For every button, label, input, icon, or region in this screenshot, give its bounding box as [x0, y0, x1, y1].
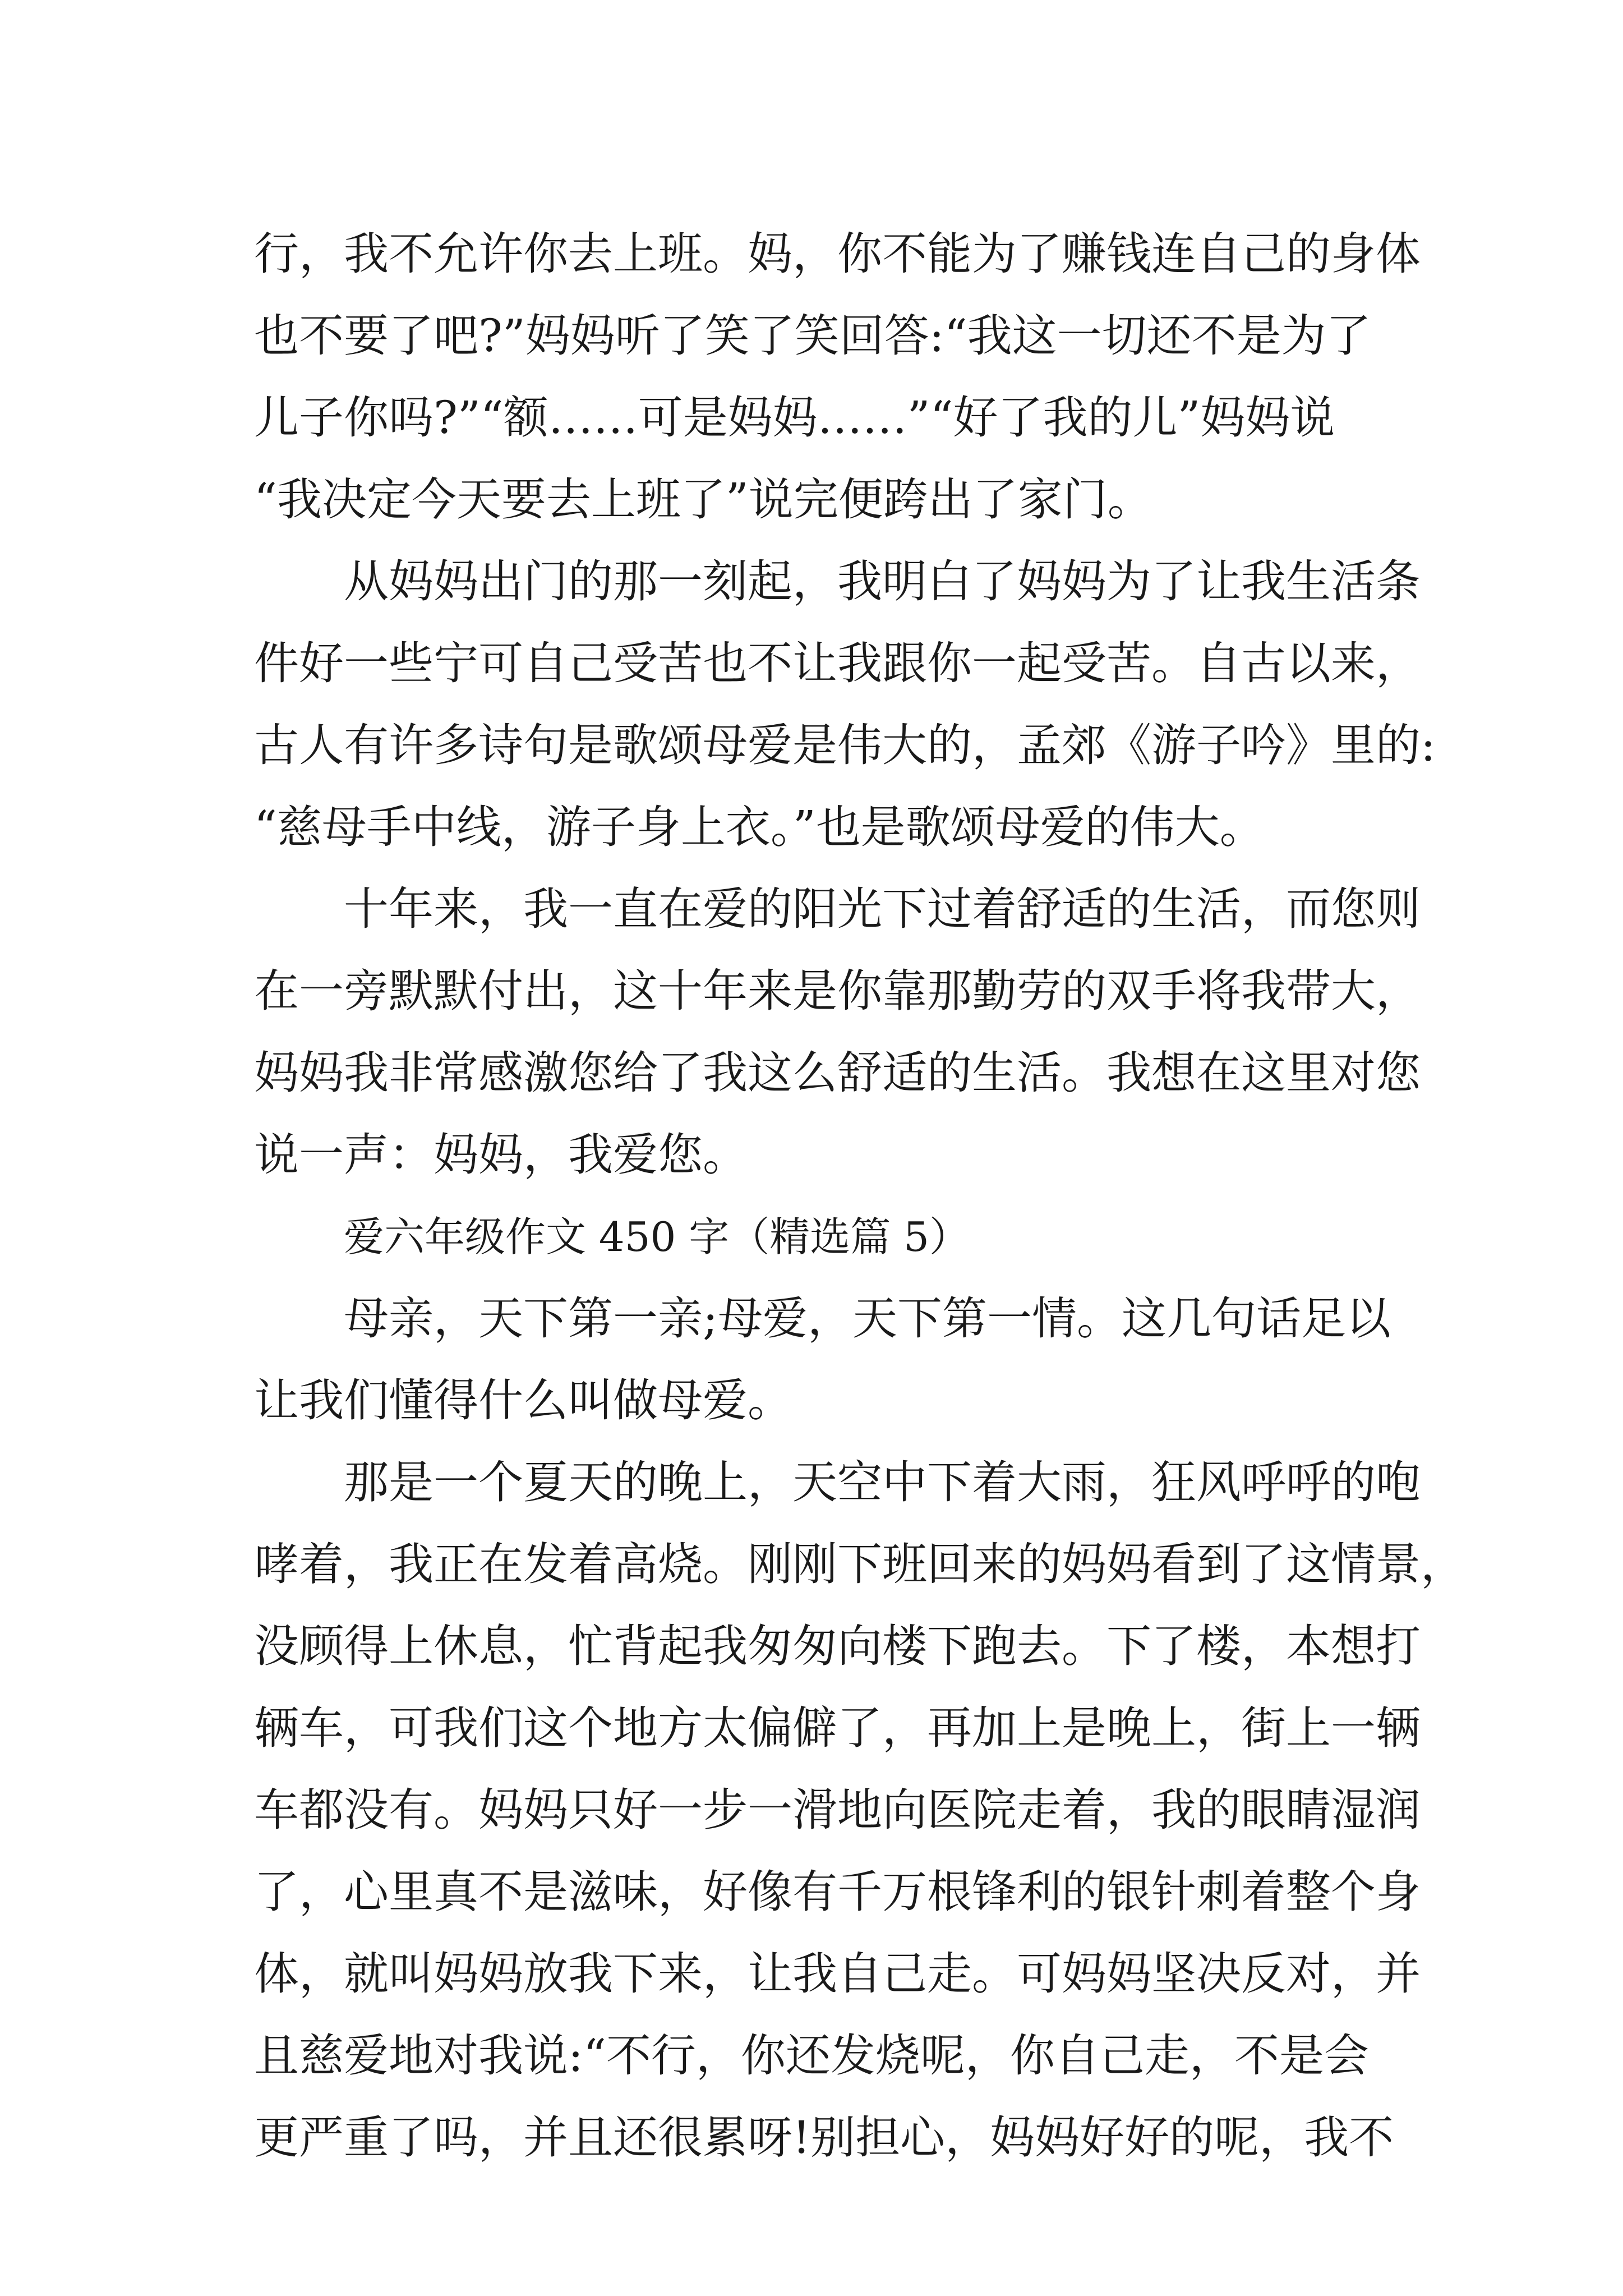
text-line: 让我们懂得什么叫做母爱。 — [254, 1374, 792, 1427]
document-body — [254, 213, 1465, 2179]
text-line: 且慈爱地对我说:“不行，你还发烧呢，你自己走，不是会 — [254, 2030, 1369, 2082]
section-heading: 爱六年级作文 450 字（精选篇 5） — [344, 1213, 970, 1260]
text-line: 在一旁默默付出，这十年来是你靠那勤劳的双手将我带大， — [254, 965, 1421, 1017]
text-line: 行，我不允许你去上班。妈，你不能为了赚钱连自己的身体 — [254, 228, 1421, 280]
text-line: 古人有许多诗句是歌颂母爱是伟大的，孟郊《游子吟》里的: — [254, 719, 1436, 771]
paragraph-first-line: 十年来，我一直在爱的阳光下过着舒适的生活，而您则 — [344, 883, 1421, 935]
text-line: “慈母手中线，游子身上衣。”也是歌颂母爱的伟大。 — [254, 801, 1265, 853]
paragraph-first-line: 母亲，天下第一亲;母爱，天下第一情。这几句话足以 — [344, 1292, 1391, 1345]
text-line: 没顾得上休息，忙背起我匆匆向楼下跑去。下了楼，本想打 — [254, 1620, 1421, 1672]
text-line: 也不要了吧?”妈妈听了笑了笑回答:“我这一切还不是为了 — [254, 310, 1371, 362]
text-line: 件好一些宁可自己受苦也不让我跟你一起受苦。自古以来， — [254, 637, 1421, 689]
text-line: “我决定今天要去上班了”说完便跨出了家门。 — [254, 473, 1152, 526]
text-line: 哮着，我正在发着高烧。刚刚下班回来的妈妈看到了这情景， — [254, 1538, 1465, 1590]
text-line: 妈妈我非常感激您给了我这么舒适的生活。我想在这里对您 — [254, 1047, 1421, 1099]
paragraph-first-line: 从妈妈出门的那一刻起，我明白了妈妈为了让我生活条 — [344, 555, 1421, 608]
text-line: 体，就叫妈妈放我下来，让我自己走。可妈妈坚决反对，并 — [254, 1948, 1421, 2000]
text-line: 说一声：妈妈，我爱您。 — [254, 1129, 748, 1181]
text-line: 辆车，可我们这个地方太偏僻了，再加上是晚上，街上一辆 — [254, 1702, 1421, 1754]
paragraph-first-line: 那是一个夏天的晚上，天空中下着大雨，狂风呼呼的咆 — [344, 1456, 1421, 1508]
text-line: 更严重了吗，并且还很累呀!别担心，妈妈好好的呢，我不 — [254, 2111, 1394, 2164]
text-line: 车都没有。妈妈只好一步一滑地向医院走着，我的眼睛湿润 — [254, 1784, 1421, 1836]
text-line: 儿子你吗?”“额……可是妈妈……”“好了我的儿”妈妈说 — [254, 392, 1335, 444]
text-line: 了，心里真不是滋味，好像有千万根锋利的银针刺着整个身 — [254, 1866, 1421, 1918]
